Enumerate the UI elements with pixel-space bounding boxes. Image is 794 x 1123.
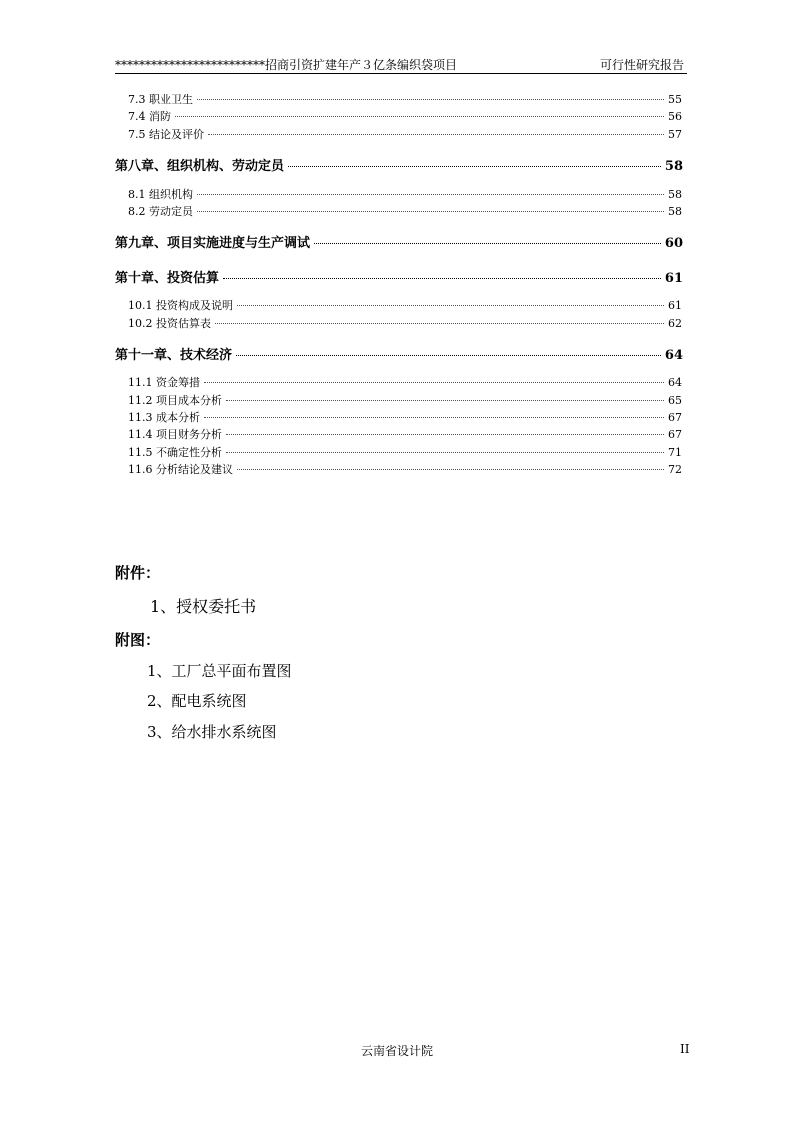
toc-entry-label: 11.4 项目财务分析 (128, 428, 222, 441)
toc-entry[interactable] (128, 186, 682, 203)
toc-chapter-label: 第八章、组织机构、劳动定员 (115, 159, 285, 174)
toc-leader-dots (237, 469, 664, 470)
toc-entry[interactable] (128, 203, 682, 220)
toc-entry-page: 58 (668, 188, 682, 201)
figure-item[interactable]: 2、配电系统图 (147, 692, 247, 710)
toc-entry-label: 8.1 组织机构 (128, 188, 193, 201)
toc-entry[interactable] (128, 315, 682, 332)
toc-entry-label: 10.2 投资估算表 (128, 317, 211, 330)
toc-chapter-page: 58 (664, 159, 683, 174)
toc-entry[interactable] (128, 108, 682, 125)
toc-entry[interactable] (128, 374, 682, 391)
toc-leader-dots (236, 355, 661, 356)
toc-chapter-page: 60 (664, 236, 683, 251)
toc-entry-page: 55 (668, 93, 682, 106)
toc-entry-label: 11.2 项目成本分析 (128, 394, 222, 407)
toc-leader-dots (226, 434, 664, 435)
page-header (115, 57, 687, 74)
figures-heading: 附图： (115, 631, 161, 649)
toc-entry-page: 58 (668, 205, 682, 218)
toc-entry-page: 71 (668, 446, 682, 459)
footer-organization: 云南省设计院 (360, 1044, 433, 1058)
toc-leader-dots (197, 211, 664, 212)
toc-entry-page: 56 (668, 110, 682, 123)
toc-entry[interactable] (128, 392, 682, 409)
toc-chapter-label: 第九章、项目实施进度与生产调试 (115, 236, 311, 251)
toc-entry[interactable] (128, 409, 682, 426)
toc-chapter-label: 第十章、投资估算 (115, 271, 220, 286)
footer-page-number: II (680, 1042, 690, 1056)
toc-entry-page: 67 (668, 411, 682, 424)
toc-chapter-page: 61 (664, 271, 683, 286)
toc-leader-dots (288, 166, 661, 167)
toc-entry-page: 64 (668, 376, 682, 389)
toc-leader-dots (226, 400, 664, 401)
toc-entry[interactable] (128, 461, 682, 478)
header-project-title: *************************招商引资扩建年产３亿条编织袋项目 (115, 58, 458, 72)
toc-entry[interactable] (128, 426, 682, 443)
toc-chapter-page: 64 (664, 348, 683, 363)
header-report-type: 可行性研究报告 (599, 58, 684, 72)
attachments-heading: 附件： (115, 564, 161, 582)
toc-leader-dots (237, 305, 664, 306)
toc-entry-label: 10.1 投资构成及说明 (128, 299, 233, 312)
toc-leader-dots (208, 134, 664, 135)
toc-entry-label: 7.5 结论及评价 (128, 128, 204, 141)
toc-leader-dots (226, 452, 664, 453)
toc-leader-dots (204, 382, 664, 383)
toc-entry-page: 62 (668, 317, 682, 330)
toc-entry-page: 61 (668, 299, 682, 312)
toc-entry-page: 57 (668, 128, 682, 141)
toc-entry-label: 8.2 劳动定员 (128, 205, 193, 218)
toc-leader-dots (223, 278, 661, 279)
toc-chapter[interactable] (115, 269, 683, 289)
toc-entry-label: 11.3 成本分析 (128, 411, 200, 424)
toc-entry-label: 11.5 不确定性分析 (128, 446, 222, 459)
toc-entry-page: 67 (668, 428, 682, 441)
toc-entry-label: 11.1 资金筹措 (128, 376, 200, 389)
toc-chapter[interactable] (115, 234, 683, 254)
toc-entry-page: 72 (668, 463, 682, 476)
toc-chapter[interactable] (115, 157, 683, 177)
toc-entry[interactable] (128, 126, 682, 143)
figure-item[interactable]: 3、给水排水系统图 (147, 723, 277, 741)
toc-chapter-label: 第十一章、技术经济 (115, 348, 233, 363)
toc-leader-dots (197, 194, 664, 195)
toc-leader-dots (197, 99, 664, 100)
toc-leader-dots (215, 323, 664, 324)
toc-leader-dots (175, 116, 664, 117)
toc-leader-dots (314, 243, 661, 244)
toc-entry-label: 11.6 分析结论及建议 (128, 463, 233, 476)
figure-item[interactable]: 1、工厂总平面布置图 (147, 662, 292, 680)
toc-entry-page: 65 (668, 394, 682, 407)
toc-leader-dots (204, 417, 664, 418)
toc-entry[interactable] (128, 297, 682, 314)
toc-entry[interactable] (128, 444, 682, 461)
toc-chapter[interactable] (115, 346, 683, 366)
toc-entry-label: 7.4 消防 (128, 110, 171, 123)
toc-entry[interactable] (128, 91, 682, 108)
attachment-item[interactable]: 1、授权委托书 (150, 597, 257, 616)
toc-entry-label: 7.3 职业卫生 (128, 93, 193, 106)
